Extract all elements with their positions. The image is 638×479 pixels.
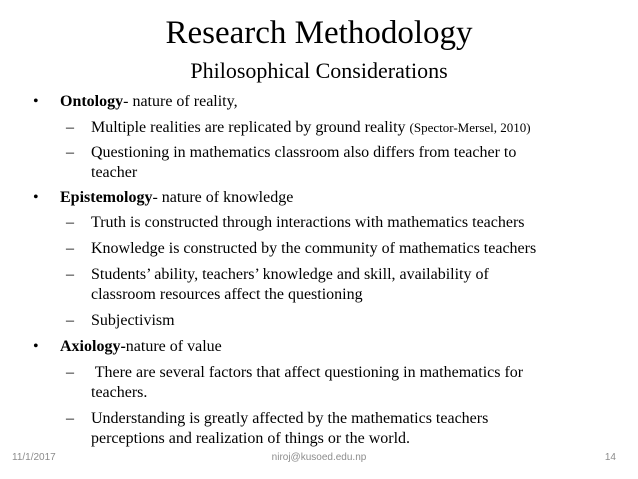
- sub-item-factors-line1: There are several factors that affect questioning in mathematics for: [91, 364, 524, 381]
- bullet-glyph: •: [33, 189, 39, 206]
- dash-glyph: –: [66, 144, 74, 161]
- bullet-glyph: •: [33, 338, 39, 355]
- sub-item-understanding-line2: perceptions and realization of things or the world.: [91, 430, 411, 447]
- dash-glyph: –: [66, 312, 74, 329]
- sub-item-factors-line2: teachers.: [91, 384, 148, 401]
- bullet-glyph: •: [33, 93, 39, 110]
- footer-email: niroj@kusoed.edu.np: [271, 452, 367, 463]
- sub-item-knowledge: Knowledge is constructed by the community of mathematics teachers: [91, 240, 537, 257]
- term-ontology: Ontology: [60, 93, 124, 110]
- desc-ontology: - nature of reality,: [123, 93, 238, 110]
- sub-item-students-line1: Students’ ability, teachers’ knowledge and skill, availability of: [91, 266, 489, 283]
- footer-page-number: 14: [604, 452, 616, 463]
- bullet-ontology: [60, 92, 238, 112]
- sub-item-questioning-line1: Questioning in mathematics classroom also differs from teacher to: [91, 144, 517, 161]
- dash-glyph: –: [66, 214, 74, 231]
- sub-item-text: Multiple realities are replicated by ground reality: [91, 119, 406, 136]
- desc-epistemology: - nature of knowledge: [152, 189, 294, 206]
- bullet-axiology: [60, 337, 222, 357]
- slide-title: Research Methodology: [165, 15, 473, 51]
- bullet-epistemology: [60, 188, 293, 208]
- term-epistemology: Epistemology: [60, 189, 153, 206]
- citation: (Spector-Mersel, 2010): [409, 120, 531, 135]
- slide-subtitle: Philosophical Considerations: [190, 58, 448, 83]
- desc-axiology: nature of value: [125, 338, 222, 355]
- sub-item-multiple-realities: [91, 118, 531, 138]
- sub-item-understanding-line1: Understanding is greatly affected by the mathematics teachers: [91, 410, 489, 427]
- sub-item-subjectivism: Subjectivism: [91, 312, 175, 329]
- dash-glyph: –: [66, 364, 74, 381]
- sub-item-questioning-line2: teacher: [91, 164, 138, 181]
- term-axiology: Axiology-: [60, 338, 126, 355]
- sub-item-truth: Truth is constructed through interactions with mathematics teachers: [91, 214, 525, 231]
- sub-item-students-line2: classroom resources affect the questioning: [91, 286, 363, 303]
- dash-glyph: –: [66, 410, 74, 427]
- footer-date: 11/1/2017: [12, 452, 56, 463]
- dash-glyph: –: [66, 119, 74, 136]
- dash-glyph: –: [66, 240, 74, 257]
- dash-glyph: –: [66, 266, 74, 283]
